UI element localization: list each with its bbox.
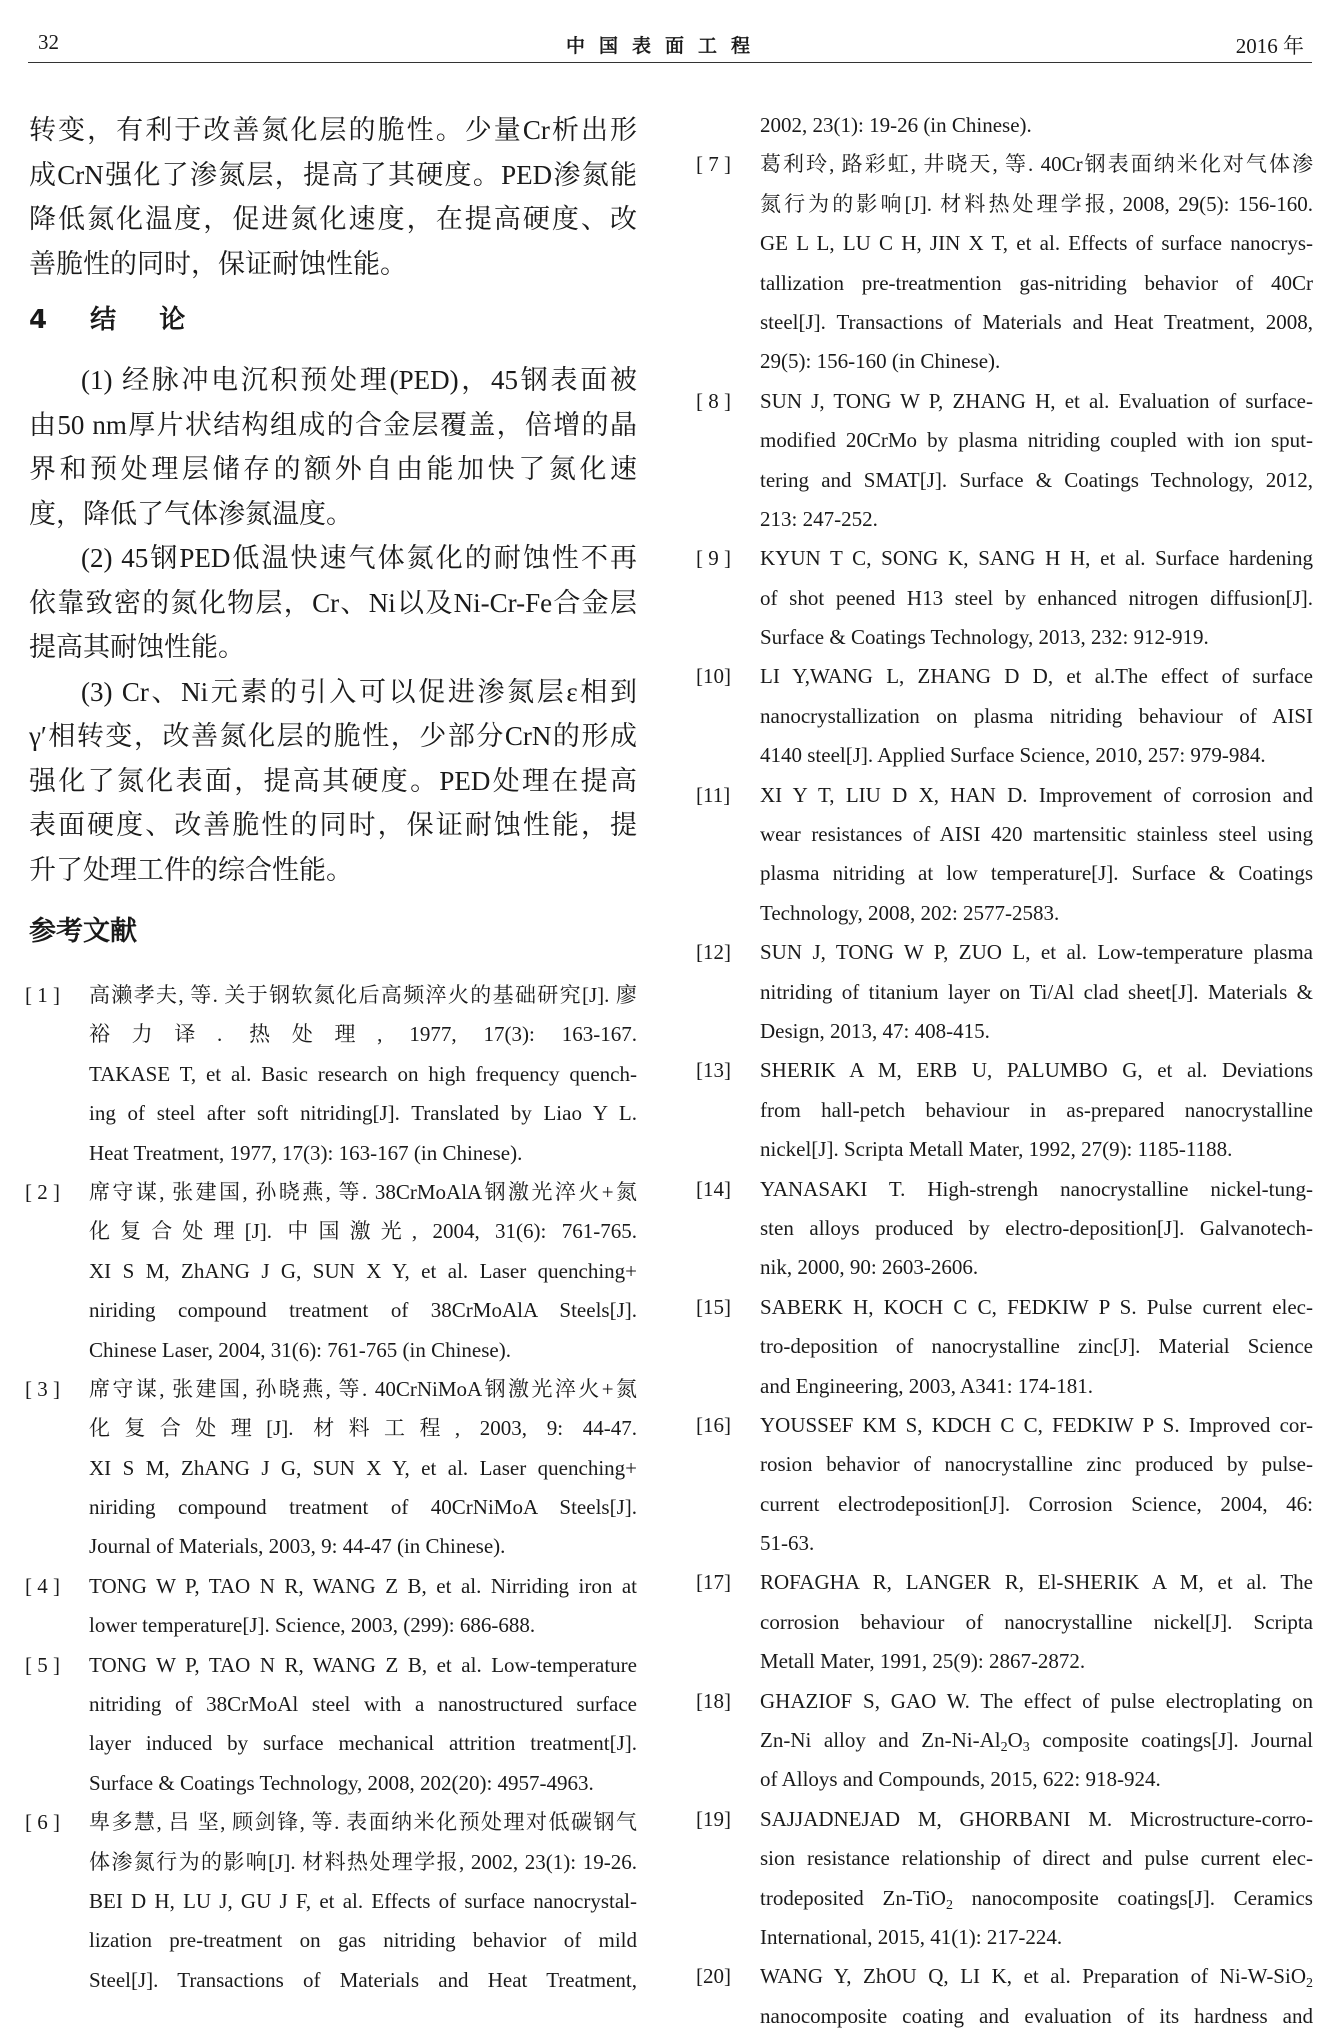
reference-line: 51-63. [760, 1531, 815, 1556]
reference-item [696, 1406, 1313, 1564]
reference-item [25, 1567, 637, 1646]
reference-line: 裕力译. 热处理, 1977, 17(3): 163-167. [89, 1022, 637, 1047]
reference-line: Chinese Laser, 2004, 31(6): 761-765 (in Chinese). [89, 1337, 511, 1362]
reference-item [696, 933, 1313, 1051]
reference-item [25, 1646, 637, 1804]
reference-number: [17] [696, 1570, 731, 1595]
text-line: (1) 经脉冲电沉积预处理(PED)，45钢表面被 [81, 365, 637, 395]
reference-line: tallization pre-treatmention gas-nitriding behavior of 40Cr [760, 270, 1313, 295]
subscript: 2 [1000, 1740, 1008, 1756]
conclusion-paragraph [29, 358, 637, 536]
reference-line: ing of steel after soft nitriding[J]. Translated by Liao Y L. [89, 1101, 637, 1126]
reference-line: and Engineering, 2003, A341: 174-181. [760, 1373, 1094, 1398]
reference-number: [ 9 ] [696, 546, 731, 571]
reference-line: tering and SMAT[J]. Surface & Coatings Technology, 2012, [760, 467, 1313, 492]
reference-line: rosion behavior of nanocrystalline zinc produced by pulse- [760, 1452, 1313, 1477]
reference-line: sion resistance relationship of direct and pulse current elec- [760, 1846, 1313, 1871]
reference-number: [18] [696, 1688, 731, 1713]
reference-item [696, 382, 1313, 540]
conclusions [29, 358, 637, 892]
reference-line: 氮行为的影响[J]. 材料热处理学报, 2008, 29(5): 156-160. [760, 191, 1313, 216]
reference-number: [16] [696, 1412, 731, 1437]
reference-number: [ 5 ] [25, 1652, 60, 1677]
reference-line: WANG Y, ZhOU Q, LI K, et al. Preparation of Ni-W-SiO$_2$ [760, 1964, 1313, 1992]
reference-line: 卑多慧, 吕 坚, 顾剑锋, 等. 表面纳米化预处理对低碳钢气 [89, 1810, 637, 1835]
reference-line: of shot peened H13 steel by enhanced nitrogen diffusion[J]. [760, 585, 1313, 610]
reference-line: KYUN T C, SONG K, SANG H H, et al. Surface hardening [760, 546, 1313, 571]
reference-line: niriding compound treatment of 38CrMoAlA Steels[J]. [89, 1298, 637, 1323]
reference-item [696, 1170, 1313, 1288]
reference-line: TONG W P, TAO N R, WANG Z B, et al. Low-temperature [89, 1652, 637, 1677]
reference-line: plasma nitriding at low temperature[J]. Surface & Coatings [760, 861, 1313, 886]
reference-line: BEI D H, LU J, GU J F, et al. Effects of surface nanocrystal- [89, 1888, 637, 1913]
reference-item [25, 1803, 637, 2000]
page-number: 32 [38, 30, 59, 54]
reference-line: Heat Treatment, 1977, 17(3): 163-167 (in Chinese). [89, 1140, 523, 1165]
reference-number: [ 2 ] [25, 1179, 60, 1204]
reference-item [696, 1682, 1313, 1800]
reference-line: 葛利玲, 路彩虹, 井晓天, 等. 40Cr钢表面纳米化对气体渗 [760, 152, 1313, 177]
text-line: 强化了氮化表面，提高其硬度。PED处理在提高 [29, 765, 637, 796]
text-line: 转变，有利于改善氮化层的脆性。少量Cr析出形 [29, 115, 637, 145]
reference-line: corrosion behaviour of nanocrystalline nickel[J]. Scripta [760, 1609, 1313, 1634]
reference-line: nitriding of titanium layer on Ti/Al clad sheet[J]. Materials & [760, 979, 1313, 1004]
reference-number: [10] [696, 664, 731, 689]
reference-item [696, 776, 1313, 934]
reference-line: GE L L, LU C H, JIN X T, et al. Effects of surface nanocrys- [760, 231, 1313, 256]
text-line: 提高其耐蚀性能。 [29, 632, 245, 662]
subscript: 2 [945, 1897, 953, 1913]
reference-number: [ 7 ] [696, 152, 731, 177]
reference-number: [13] [696, 1058, 731, 1083]
reference-line: Zn-Ni alloy and $Zn-Ni-Al_2O_3$ composite coatings[J]. Journal [760, 1728, 1313, 1756]
references-left [25, 976, 637, 2000]
text-line: 度，降低了气体渗氮温度。 [29, 498, 353, 529]
reference-number: [ 4 ] [25, 1573, 60, 1598]
intro-paragraph [29, 108, 637, 286]
journal-year: 2016 年 [1235, 34, 1304, 58]
reference-line: YANASAKI T. High-strengh nanocrystalline nickel-tung- [760, 1176, 1313, 1201]
references-right [696, 106, 1313, 2036]
reference-line: XI S M, ZhANG J G, SUN X Y, et al. Laser quenching+ [89, 1455, 637, 1480]
reference-line: nitriding of 38CrMoAl steel with a nanostructured surface [89, 1692, 637, 1717]
reference-line: 化复合处理[J]. 材料工程, 2003, 9: 44-47. [89, 1416, 637, 1441]
reference-line: Steel[J]. Transactions of Materials and Heat Treatment, [89, 1967, 637, 1992]
reference-line: 2002, 23(1): 19-26 (in Chinese). [760, 113, 1032, 137]
reference-line: Design, 2013, 47: 408-415. [760, 1018, 990, 1043]
reference-line: trodeposited Zn-TiO$_2$ nanocomposite coatings[J]. Ceramics [760, 1885, 1313, 1913]
reference-line: International, 2015, 41(1): 217-224. [760, 1924, 1063, 1949]
text-line: 升了处理工件的综合性能。 [29, 854, 353, 885]
text-line: 成CrN强化了渗氮层，提高了其硬度。PED渗氮能 [29, 159, 637, 190]
reference-line: current electrodeposition[J]. Corrosion Science, 2004, 46: [760, 1491, 1313, 1516]
reference-item [25, 1173, 637, 1370]
reference-item [25, 976, 637, 1173]
reference-line: nanocrystallization on plasma nitriding behaviour of AISI [760, 703, 1313, 728]
text-line: 善脆性的同时，保证耐蚀性能。 [29, 248, 407, 279]
reference-line: nanocomposite coating and evaluation of its hardness and [760, 2003, 1313, 2028]
reference-number: [19] [696, 1806, 731, 1831]
reference-line: ROFAGHA R, LANGER R, El-SHERIK A M, et al. The [760, 1570, 1313, 1595]
right-column [696, 106, 1313, 2036]
reference-number: [20] [696, 1964, 731, 1989]
conclusion-paragraph [29, 536, 637, 670]
text-line: 依靠致密的氮化物层，Cr、Ni以及Ni-Cr-Fe合金层 [29, 587, 637, 618]
reference-item [700, 106, 1313, 145]
reference-item [696, 145, 1313, 381]
reference-line: sten alloys produced by electro-deposition[J]. Galvanotech- [760, 1215, 1313, 1240]
reference-line: TONG W P, TAO N R, WANG Z B, et al. Nirriding iron at [89, 1573, 637, 1598]
reference-line: tro-deposition of nanocrystalline zinc[J]. Material Science [760, 1334, 1313, 1359]
left-column [25, 108, 637, 2000]
reference-line: SHERIK A M, ERB U, PALUMBO G, et al. Deviations [760, 1058, 1313, 1083]
reference-number: [ 6 ] [25, 1810, 60, 1835]
reference-number: [11] [696, 782, 731, 807]
reference-line: SAJJADNEJAD M, GHORBANI M. Microstructure-corro- [760, 1806, 1313, 1831]
text-line: 降低氮化温度，促进氮化速度，在提高硬度、改 [29, 204, 637, 234]
reference-number: [15] [696, 1294, 731, 1319]
reference-line: Surface & Coatings Technology, 2013, 232: 912-919. [760, 625, 1209, 650]
reference-line: 高濑孝夫, 等. 关于钢软氮化后高频淬火的基础研究[J]. 廖 [89, 983, 637, 1007]
reference-item [696, 539, 1313, 657]
reference-line: GHAZIOF S, GAO W. The effect of pulse electroplating on [760, 1688, 1313, 1713]
reference-number: [12] [696, 940, 731, 965]
reference-item [696, 1800, 1313, 1958]
reference-line: Metall Mater, 1991, 25(9): 2867-2872. [760, 1649, 1086, 1674]
reference-item [696, 1957, 1313, 2036]
reference-line: nickel[J]. Scripta Metall Mater, 1992, 27(9): 1185-1188. [760, 1137, 1233, 1162]
text-line: 表面硬度、改善脆性的同时，保证耐蚀性能，提 [29, 810, 637, 840]
reference-line: XI S M, ZhANG J G, SUN X Y, et al. Laser quenching+ [89, 1258, 637, 1283]
reference-line: TAKASE T, et al. Basic research on high frequency quench- [89, 1061, 637, 1086]
reference-item [696, 1563, 1313, 1681]
conclusion-paragraph [29, 670, 637, 893]
reference-line: SABERK H, KOCH C C, FEDKIW P S. Pulse current elec- [760, 1294, 1313, 1319]
subscript: 2 [1306, 1976, 1313, 1992]
text-line: γ′相转变，改善氮化层的脆性，少部分CrN的形成 [29, 721, 637, 751]
reference-line: XI Y T, LIU D X, HAN D. Improvement of corrosion and [760, 782, 1313, 807]
reference-line: modified 20CrMo by plasma nitriding coupled with ion sput- [760, 428, 1313, 453]
reference-number: [ 3 ] [25, 1376, 60, 1401]
reference-line: from hall-petch behaviour in as-prepared nanocrystalline [760, 1097, 1313, 1122]
text-line: (2) 45钢PED低温快速气体氮化的耐蚀性不再 [81, 543, 637, 573]
reference-line: Technology, 2008, 202: 2577-2583. [760, 900, 1060, 925]
reference-line: lization pre-treatment on gas nitriding behavior of mild [89, 1928, 637, 1953]
reference-line: Journal of Materials, 2003, 9: 44-47 (in Chinese). [89, 1534, 506, 1559]
reference-line: lower temperature[J]. Science, 2003, (299): 686-688. [89, 1613, 536, 1638]
reference-line: SUN J, TONG W P, ZUO L, et al. Low-temperature plasma [760, 940, 1313, 965]
reference-line: YOUSSEF KM S, KDCH C C, FEDKIW P S. Improved cor- [760, 1412, 1313, 1437]
reference-line: niriding compound treatment of 40CrNiMoA Steels[J]. [89, 1495, 637, 1520]
text-line: 界和预处理层储存的额外自由能加快了氮化速 [29, 454, 637, 484]
reference-line: 213: 247-252. [760, 506, 878, 531]
reference-item [696, 1051, 1313, 1169]
section-heading: 4 结 论 [29, 305, 196, 335]
reference-line: 席守谋, 张建国, 孙晓燕, 等. 38CrMoAlA钢激光淬火+氮 [89, 1179, 637, 1204]
reference-line: 体渗氮行为的影响[J]. 材料热处理学报, 2002, 23(1): 19-26. [89, 1849, 637, 1874]
reference-line: nik, 2000, 90: 2603-2606. [760, 1255, 979, 1280]
reference-line: Surface & Coatings Technology, 2008, 202(20): 4957-4963. [89, 1770, 594, 1795]
reference-line: LI Y,WANG L, ZHANG D D, et al.The effect of surface [760, 664, 1313, 689]
reference-line: wear resistances of AISI 420 martensitic stainless steel using [760, 822, 1313, 847]
text-line: 由50 nm厚片状结构组成的合金层覆盖，倍增的晶 [29, 409, 637, 440]
reference-line: 席守谋, 张建国, 孙晓燕, 等. 40CrNiMoA钢激光淬火+氮 [89, 1376, 637, 1401]
references-heading: 参考文献 [29, 916, 137, 947]
reference-line: of Alloys and Compounds, 2015, 622: 918-924. [760, 1767, 1161, 1792]
reference-item [696, 1288, 1313, 1406]
text-line: (3) Cr、Ni元素的引入可以促进渗氮层ε相到 [81, 676, 637, 707]
reference-line: 化复合处理[J]. 中国激光, 2004, 31(6): 761-765. [89, 1219, 637, 1244]
reference-number: [ 1 ] [25, 983, 60, 1007]
reference-line: SUN J, TONG W P, ZHANG H, et al. Evaluation of surface- [760, 388, 1313, 413]
reference-line: layer induced by surface mechanical attrition treatment[J]. [89, 1731, 637, 1756]
reference-line: 29(5): 156-160 (in Chinese). [760, 349, 1001, 374]
reference-item [696, 657, 1313, 775]
reference-line: 4140 steel[J]. Applied Surface Science, 2010, 257: 979-984. [760, 743, 1266, 768]
journal-title: 中国表面工程 [565, 35, 764, 57]
header-rule [28, 62, 1312, 63]
reference-item [25, 1370, 637, 1567]
reference-line: steel[J]. Transactions of Materials and Heat Treatment, 2008, [760, 309, 1313, 334]
reference-number: [ 8 ] [696, 388, 731, 413]
subscript: 3 [1022, 1740, 1030, 1756]
reference-number: [14] [696, 1176, 731, 1201]
